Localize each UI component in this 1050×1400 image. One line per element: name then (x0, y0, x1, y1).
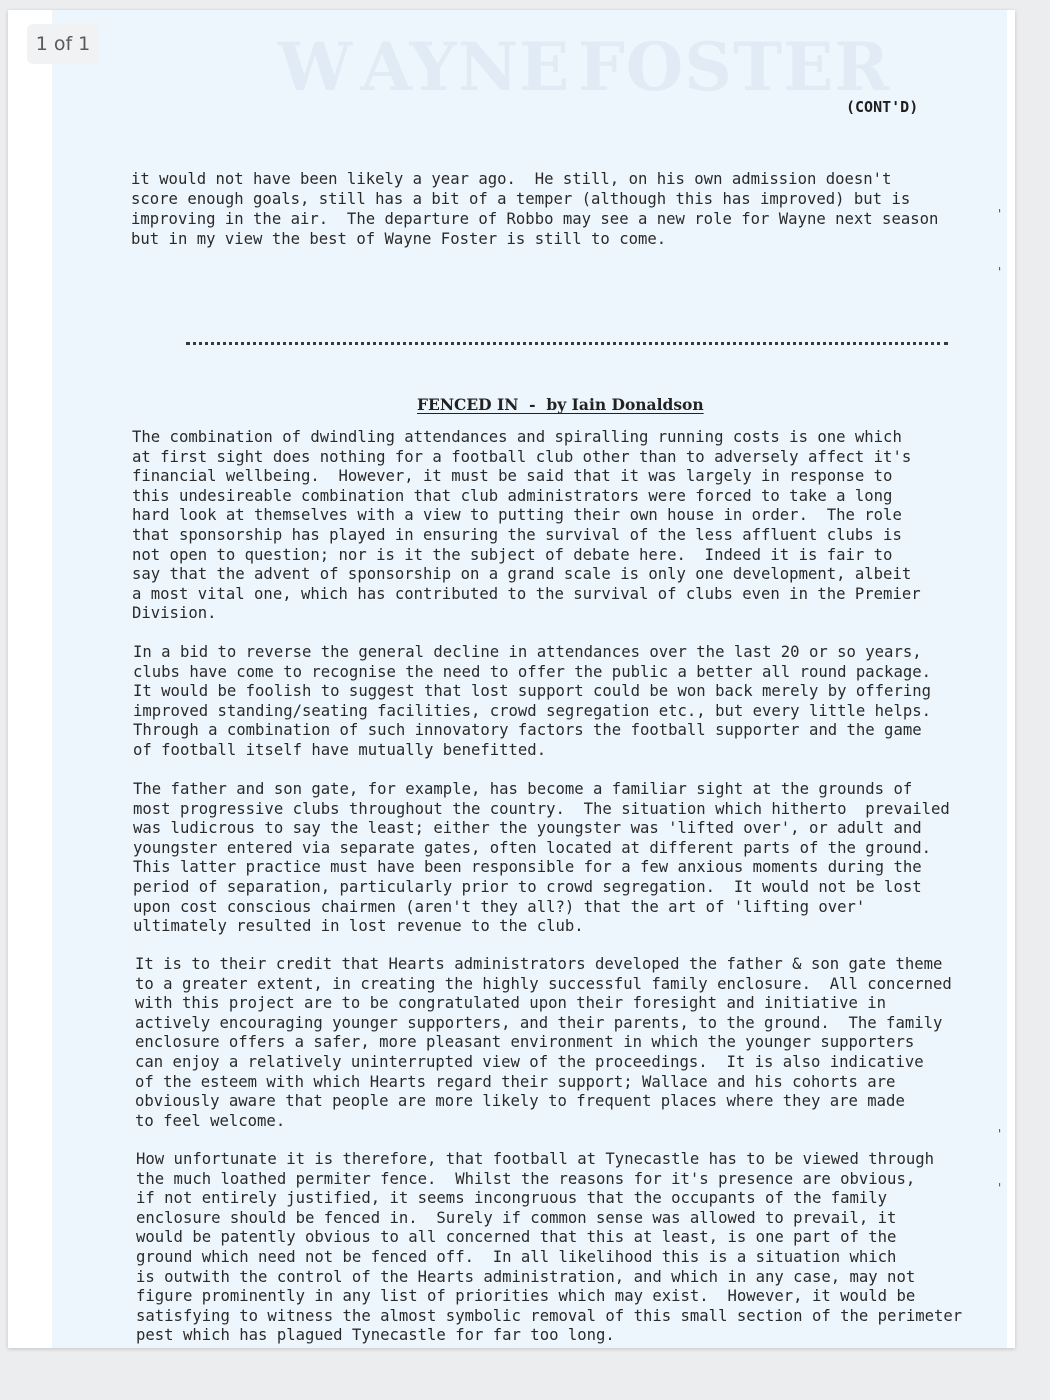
article-heading: FENCED IN - by Iain Donaldson (417, 395, 704, 414)
text-line: score enough goals, still has a bit of a temper (although this has improved) but is (131, 190, 911, 208)
bleed-through-artifact: W AYNE FOSTER (278, 28, 891, 106)
text-line: that sponsorship has played in ensuring the survival of the less affluent clubs is (132, 526, 902, 544)
text-line: would be patently obvious to all concerned that this at least, is one part of the (136, 1228, 897, 1247)
text-line: at first sight does nothing for a football club other than to adversely affect it's (132, 447, 912, 466)
text-line: of football itself have mutually benefitted. (133, 741, 547, 759)
text-line: with this project are to be congratulated upon their foresight and initiative in (135, 994, 887, 1013)
text-line: The father and son gate, for example, has become a familiar sight at the grounds of (133, 780, 913, 798)
text-line: It would be foolish to suggest that lost support could be won back merely by offering (133, 682, 931, 701)
text-line: This latter practice must have been responsible for a few anxious moments during the (133, 858, 922, 877)
text-line: improving in the air. The departure of Robbo may see a new role for Wayne next season (131, 210, 939, 228)
text-line: obviously aware that people are more likely to frequent places where they are made (135, 1092, 905, 1111)
text-line: ground which need not be fenced off. In all likelihood this is a situation which (136, 1248, 897, 1266)
continued-label: (CONT'D) (846, 98, 919, 116)
text-line: enclosure offers a safer, more pleasant environment in which the younger supporters (135, 1033, 915, 1052)
scan-speck: ' (996, 207, 1004, 221)
text-line: it would not have been likely a year ago. He still, on his own admission doesn't (131, 170, 892, 188)
text-line: enclosure should be fenced in. Surely if common sense was allowed to prevail, it (136, 1208, 897, 1227)
page-indicator: 1 of 1 (27, 24, 99, 64)
text-line: satisfying to witness the almost symbolic removal of this small section of the perimeter (136, 1306, 963, 1325)
text-line: was ludicrous to say the least; either the youngster was 'lifted over', or adult and (133, 819, 922, 838)
text-line: to feel welcome. (135, 1111, 286, 1130)
text-line: say that the advent of sponsorship on a grand scale is only one development, albeit (132, 565, 912, 584)
text-line: period of separation, particularly prior to crowd segregation. It would not be lost (133, 878, 922, 896)
text-line: of the esteem with which Hearts regard their support; Wallace and his cohorts are (135, 1072, 896, 1091)
text-line: financial wellbeing. However, it must be said that it was largely in response to (132, 467, 893, 486)
text-line: upon cost conscious chairmen (aren't they all?) that the art of 'lifting over' (133, 897, 866, 916)
text-line: not open to question; nor is it the subject of debate here. Indeed it is fair to (132, 545, 893, 564)
text-line: to a greater extent, in creating the highly successful family enclosure. All concerned (135, 974, 952, 993)
text-line: Division. (132, 604, 217, 623)
text-line: ultimately resulted in lost revenue to the club. (133, 917, 584, 936)
text-line: youngster entered via separate gates, often located at different parts of the ground. (133, 838, 931, 857)
document-page[interactable] (8, 10, 1015, 1348)
scan-speck: ' (996, 265, 1004, 279)
text-line: a most vital one, which has contributed to the survival of clubs even in the Premier (132, 584, 921, 603)
text-line: Through a combination of such innovatory factors the football supporter and the game (133, 721, 922, 740)
text-line: In a bid to reverse the general decline in attendances over the last 20 or so years, (133, 643, 922, 661)
text-line: figure prominently in any list of priorities which may exist. However, it would be (136, 1287, 916, 1306)
text-line: improved standing/seating facilities, crowd segregation etc., but every little helps. (133, 701, 931, 720)
text-line: actively encouraging younger supporters, and their parents, to the ground. The family (135, 1013, 943, 1032)
text-line: most progressive clubs throughout the country. The situation which hitherto prevailed (133, 799, 950, 818)
text-line: How unfortunate it is therefore, that football at Tynecastle has to be viewed through (136, 1150, 934, 1168)
text-line: the much loathed permiter fence. Whilst the reasons for it's presence are obvious, (136, 1169, 916, 1188)
scan-speck: ' (996, 1181, 1004, 1195)
text-line: clubs have come to recognise the need to offer the public a better all round package. (133, 662, 931, 681)
text-line: this undesireable combination that club administrators were forced to take a long (132, 486, 893, 505)
text-line: if not entirely justified, it seems incongruous that the occupants of the family (136, 1189, 888, 1208)
text-line: is outwith the control of the Hearts administration, and which in any case, may not (136, 1267, 916, 1286)
text-line: but in my view the best of Wayne Foster is still to come. (131, 230, 667, 248)
text-line: It is to their credit that Hearts administrators developed the father & son gate theme (135, 955, 943, 973)
scan-speck: ' (996, 1127, 1004, 1141)
text-line: The combination of dwindling attendances and spiralling running costs is one which (132, 428, 902, 446)
text-line: hard look at themselves with a view to putting their own house in order. The role (132, 506, 902, 525)
dotted-divider (186, 342, 948, 345)
text-line: pest which has plagued Tynecastle for far too long. (136, 1326, 615, 1345)
text-line: can enjoy a relatively uninterrupted view of the proceedings. It is also indicative (135, 1053, 924, 1071)
